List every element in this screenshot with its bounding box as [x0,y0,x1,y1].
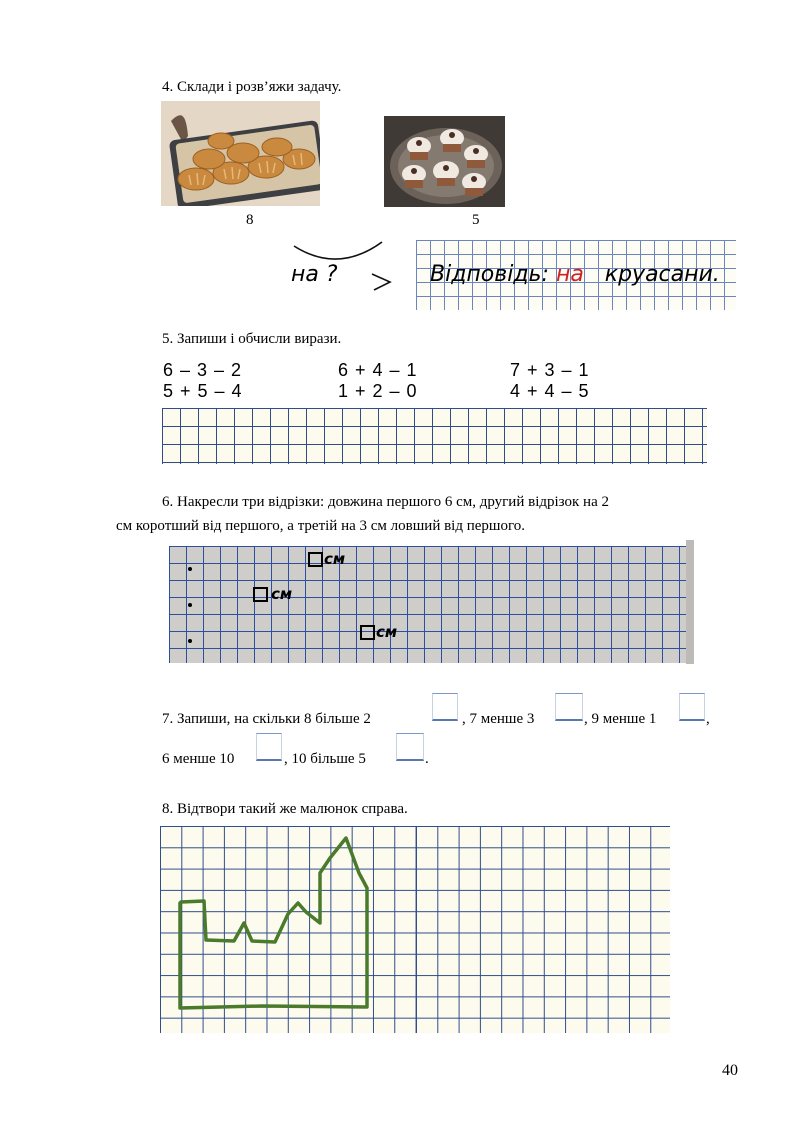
task4-title: 4. Склади і розв’яжи задачу. [162,79,342,95]
task8-title: 8. Відтвори такий же малюнок справа. [162,801,408,817]
expr-1-1: 6 – 3 – 2 [163,360,243,380]
task7-seg4: , [706,711,710,727]
answer-box-5[interactable] [396,733,424,761]
task6-line1: 6. Накресли три відрізки: довжина першого 6 см, другий відрізок на 2 [162,494,609,510]
task6-line2: см коротший від першого, а третій на 3 см ловший від першого. [116,518,525,534]
scheme-text: на ? [291,262,338,287]
segment-label-3: см [360,623,397,641]
task6-grid [169,546,686,663]
blank-square[interactable] [253,587,268,602]
green-castle-drawing [160,826,416,1033]
task6-grid-edge [686,540,694,664]
answer-line [430,262,720,287]
task7-seg6: , 10 більше 5 [284,751,366,767]
task7-seg3: , 9 менше 1 [584,711,657,727]
answer-box-1[interactable] [432,693,458,721]
sample-grid [160,826,416,1033]
segment-start-dot-1 [188,567,192,571]
task7-seg1: 7. Запиши, на скільки 8 більше 2 [162,711,371,727]
segment-label-1: см [308,550,345,568]
expr-2-2: 1 + 2 – 0 [338,381,418,401]
page-number: 40 [722,1062,738,1079]
blank-square[interactable] [360,625,375,640]
task5-grid [162,408,707,464]
answer-box-2[interactable] [555,693,583,721]
expr-1-2: 6 + 4 – 1 [338,360,418,380]
expr-2-1: 5 + 5 – 4 [163,381,243,401]
expr-2-3: 4 + 4 – 5 [510,381,590,401]
segment-start-dot-3 [188,639,192,643]
task7-seg7: . [425,751,429,767]
croissant-count: 8 [246,212,254,228]
answer-red-word: на [555,262,584,287]
task7-seg2: , 7 менше 3 [462,711,535,727]
empty-grid[interactable] [416,826,670,1033]
cupcakes-photo [384,116,505,207]
answer-tail: круасани. [604,262,720,287]
answer-label: Відповідь: [430,262,549,287]
segment-start-dot-2 [188,603,192,607]
answer-box-4[interactable] [256,733,282,761]
task7-seg5: 6 менше 10 [162,751,235,767]
task5-title: 5. Запиши і обчисли вирази. [162,331,342,347]
blank-square[interactable] [308,552,323,567]
croissants-photo [161,101,320,206]
cupcake-count: 5 [472,212,480,228]
answer-box-3[interactable] [679,693,705,721]
segment-label-2: см [253,585,292,603]
expr-1-3: 7 + 3 – 1 [510,360,590,380]
